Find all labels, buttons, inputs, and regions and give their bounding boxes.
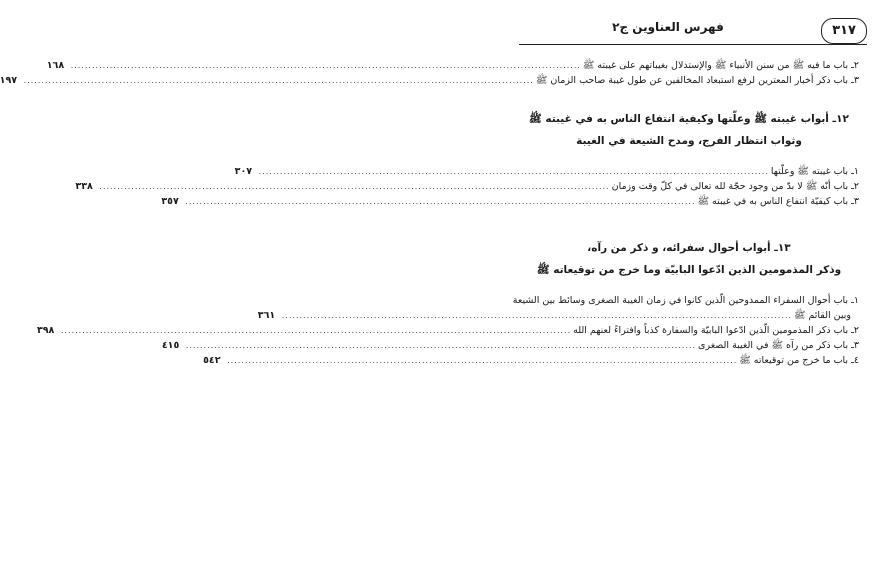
leader-dots bbox=[227, 353, 737, 368]
section-title: ١٣ـ أبواب أحوال سفرائه، و ذكر من رآه، bbox=[587, 242, 791, 254]
leader-dots bbox=[282, 308, 792, 323]
toc-entry-page: ١٦٨ bbox=[46, 60, 65, 71]
leader-dots bbox=[259, 164, 769, 179]
leader-dots bbox=[99, 179, 609, 194]
toc-entry-text: ٣ـ باب ذكر من رآه ﷺ في الغيبة الصغرى bbox=[698, 340, 859, 351]
leader-dots bbox=[71, 58, 581, 73]
toc-entry-continuation bbox=[257, 308, 859, 323]
section-subtitle: وثواب انتظار الفرج، ومدح الشيعة في الغيبة bbox=[576, 135, 802, 147]
toc-entry[interactable] bbox=[161, 194, 859, 209]
toc-entry[interactable] bbox=[0, 73, 859, 88]
toc-content bbox=[0, 58, 859, 368]
toc-entry-text: ٣ـ باب ذكر أخبار المعترين لرفع استبعاد المخالفين عن طول غيبة صاحب الزمان ﷺ bbox=[535, 75, 859, 86]
leader-dots bbox=[186, 338, 696, 353]
toc-entry-page: ٣٠٧ bbox=[234, 166, 253, 177]
toc-entry-text: ١ـ باب غيبته ﷺ وعلّتها bbox=[770, 166, 859, 177]
toc-entry-page: ٣٩٨ bbox=[36, 325, 55, 336]
toc-entry-page: ٣٦١ bbox=[257, 310, 276, 321]
leader-dots bbox=[61, 323, 571, 338]
toc-entry-page: ٤١٥ bbox=[161, 340, 180, 351]
leader-dots bbox=[24, 73, 534, 88]
toc-entry[interactable] bbox=[36, 323, 859, 338]
toc-entry[interactable] bbox=[46, 58, 859, 73]
toc-entry-text: ١ـ باب أحوال السفراء الممدوحين الّذين كانوا في زمان الغيبة الصغرى وسائط بين الشيعة bbox=[512, 295, 859, 306]
toc-entry-text-cont: وبين القائم ﷺ bbox=[793, 310, 851, 321]
toc-entry-page: ١٩٧ bbox=[0, 75, 18, 86]
toc-entry-text: ٤ـ باب ما خرج من توقيعاته ﷺ bbox=[739, 355, 859, 366]
toc-entry-text: ٣ـ باب كيفيّة انتفاع الناس به في غيبته ﷺ bbox=[697, 196, 859, 207]
toc-entry-multiline[interactable] bbox=[257, 293, 859, 323]
toc-entry[interactable] bbox=[203, 353, 859, 368]
toc-entry-page: ٣٣٨ bbox=[75, 181, 93, 192]
toc-entry[interactable] bbox=[161, 338, 859, 353]
toc-entry-page: ٥٤٢ bbox=[203, 355, 221, 366]
toc-entry[interactable] bbox=[234, 164, 859, 179]
toc-entry-text: ٢ـ باب أنّه ﷺ لا بدّ من وجود حجّة لله تعالى في كلّ وقت وزمان bbox=[611, 181, 859, 192]
toc-entry-page: ٣٥٧ bbox=[161, 196, 179, 207]
toc-entry-text: ٢ـ باب ذكر المذمومين الّذين ادّعوا البابيّة والسفارة كذباً وافتراءً لعنهم الله bbox=[573, 325, 859, 336]
toc-entry-text: ٢ـ باب ما فيه ﷺ من سنن الأنبياء ﷺ والإستدلال بغيباتهم على غيبته ﷺ bbox=[582, 60, 859, 71]
running-title: فهرس العناوين ج٢ bbox=[612, 20, 724, 34]
section-subtitle: وذكر المذمومين الذين ادّعوا البابيّة وما خرج من توقيعاته ﷺ bbox=[536, 264, 842, 276]
toc-entry[interactable] bbox=[75, 179, 859, 194]
section-title: ١٢ـ أبواب غيبته ﷺ وعلّتها وكيفية انتفاع الناس به في غيبته ﷺ bbox=[529, 113, 849, 125]
page-number: ٣١٧ bbox=[821, 18, 867, 44]
leader-dots bbox=[185, 194, 695, 209]
page-header bbox=[519, 18, 867, 45]
